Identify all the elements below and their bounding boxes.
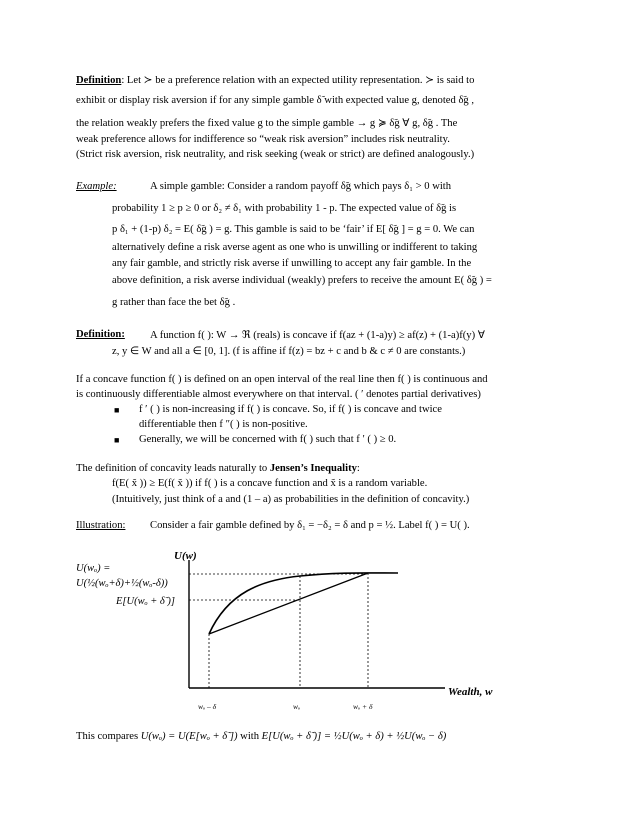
definition-2-line-2: z, y ∈ W and all a ∈ [0, 1]. (f is affine if f(z) = bz + c and b & c ≠ 0 are constants.) — [112, 346, 466, 357]
definition-line-2: exhibit or display risk aversion if for any simple gamble δ̃ with expected value g, denoted δ̃g , — [76, 95, 475, 106]
y-axis-label: U(w) — [174, 550, 197, 562]
jensen-line-1 — [76, 463, 360, 474]
example-line-6: above definition, a risk averse individual (weakly) prefers to receive the amount E( δ̃g ) = — [112, 275, 492, 286]
chord-line — [209, 573, 368, 634]
tick-wo: wₒ — [293, 702, 301, 711]
definition-line-5: (Strict risk aversion, risk neutrality, and risk seeking (weak or strict) are defined analogously.) — [76, 149, 475, 160]
jensen-term: Jensen’s Inequality — [269, 463, 357, 474]
bullet-1-line-1: f ′ ( ) is non-increasing if f( ) is concave. So, if f( ) is concave and twice — [139, 404, 442, 415]
compare-prefix: This compares — [76, 731, 141, 742]
compare-with: with — [240, 731, 262, 742]
compare-rhs: E[U(wₒ + δ̃ )] = ½U(wₒ + δ) + ½U(wₒ − δ) — [261, 731, 447, 742]
definition-line-3: the relation weakly prefers the fixed value g to the simple gamble → g ≽ δ̃g ∀ g, δ̃g . The — [76, 118, 458, 129]
jensen-line-3: (Intuitively, just think of a and (1 – a) as probabilities in the definition of concavity.) — [112, 494, 470, 505]
illustration-text: Consider a fair gamble defined by δ₁ = −δ₂ = δ and p = ½. Label f( ) = U( ). — [150, 520, 470, 531]
jensen-intro: The definition of concavity leads naturally to — [76, 463, 270, 474]
example-line-7: g rather than face the bet δ̃g . — [112, 297, 236, 308]
example-line-3: p δ₁ + (1-p) δ₂ = E( δ̃g ) = g. This gamble is said to be ‘fair’ if E[ δ̃g ] = g = 0. We can — [112, 224, 475, 235]
utility-graph — [0, 540, 638, 720]
tick-wo-minus-delta: wₒ – δ — [198, 702, 217, 711]
bullet-2-line-1: Generally, we will be concerned with f( ) such that f ′ ( ) ≥ 0. — [139, 434, 397, 445]
x-axis-label: Wealth, w — [448, 686, 493, 698]
example-line-5: any fair gamble, and strictly risk averse if unwilling to accept any fair gamble. In the — [112, 258, 472, 269]
concave-line-2: is continuously differentiable almost everywhere on that interval. ( ′ denotes partial derivatives) — [76, 389, 481, 400]
left-label-line-3: E[U(wₒ + δ̃ )] — [116, 596, 176, 607]
definition-block-1 — [76, 74, 474, 86]
left-label-line-1: U(wₒ) = — [76, 563, 111, 574]
illustration-label: Illustration: — [76, 520, 126, 531]
example-label: Example: — [76, 181, 117, 192]
example-line-4: alternatively define a risk averse agent as one who is unwilling or indifferent to taking — [112, 242, 478, 253]
compare-line — [76, 731, 446, 742]
bullet-icon: ■ — [114, 405, 120, 415]
jensen-line-2: f(E( x̃ )) ≥ E(f( x̃ )) if f( ) is a concave function and x̃ is a random variable. — [112, 478, 428, 489]
definition-label: Definition — [76, 75, 122, 86]
example-line-2: probability 1 ≥ p ≥ 0 or δ₂ ≠ δ₁ with probability 1 - p. The expected value of δ̃g is — [112, 203, 457, 214]
definition-2-line-1: A function f( ): W → ℜ (reals) is concave if f(az + (1-a)y) ≥ af(z) + (1-a)f(y) ∀ — [150, 330, 486, 341]
definition-2-label: Definition: — [76, 329, 125, 340]
example-line-1: A simple gamble: Consider a random payoff δ̃g which pays δ₁ > 0 with — [150, 181, 452, 192]
definition-line-4: weak preference allows for indifference so “weak risk aversion” includes risk neutrality. — [76, 134, 450, 145]
compare-lhs: U(wₒ) = U(E[wₒ + δ̃ ]) — [140, 731, 238, 742]
bullet-icon: ■ — [114, 435, 120, 445]
concave-line-1: If a concave function f( ) is defined on an open interval of the real line then f( ) is continuous and — [76, 374, 488, 385]
utility-curve — [209, 573, 398, 634]
left-label-line-2: U(½(wₒ+δ)+½(wₒ-δ)) — [76, 578, 168, 589]
jensen-colon: : — [356, 463, 360, 474]
definition-line-1: : Let ≻ be a preference relation with an expected utility representation. ≻ is said to — [121, 75, 475, 86]
bullet-1-line-2: differentiable then f ″( ) is non-positive. — [139, 419, 308, 430]
tick-wo-plus-delta: wₒ + δ — [353, 702, 373, 711]
